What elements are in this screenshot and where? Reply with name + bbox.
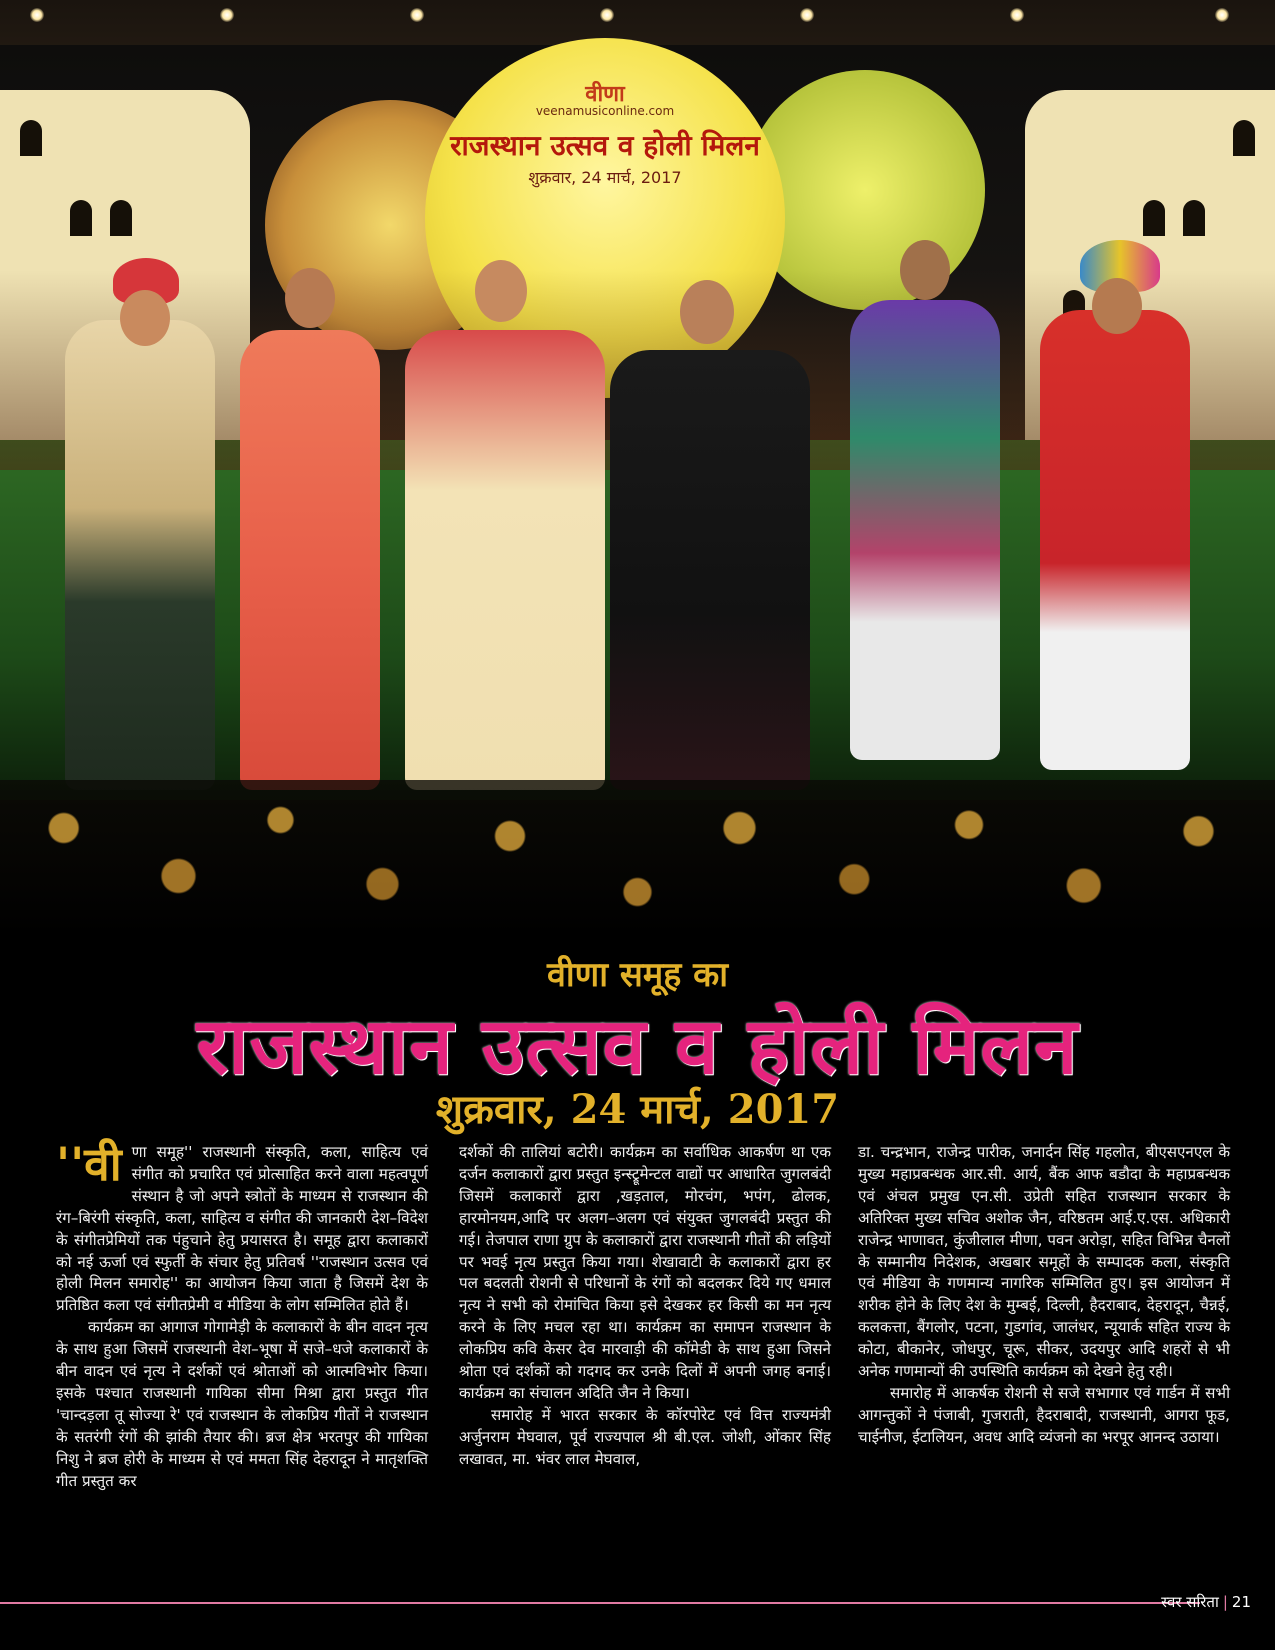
paragraph-text: णा समूह'' राजस्थानी संस्कृति, कला, साहित्य एवं संगीत को प्रचारित एवं प्रोत्साहित करने वाला महत्वपूर्ण संस्थान है जो अपने स्त्रोतों के माध्यम से राजस्थान की रंग–बिरंगी संस्कृति, कला, साहित्य व संगीत की जानकारी देश–विदेश के संगीतप्रेमियों तक पंहुचाने हेतु प्रयासरत है। समूह द्वारा कलाकारों को नई ऊर्जा एवं स्फुर्ती के संचार हेतु प्रतिवर्ष ''राजस्थान उत्सव एवं होली मिलन समारोह'' का आयोजन किया जाता है जिसमें देश के प्रतिष्ठित कला एवं संगीतप्रेमी व मीडिया के लोग सम्मिलित होते हैं। (56, 1143, 428, 1315)
page-number: 21 (1231, 1593, 1251, 1611)
performer-2 (240, 330, 380, 790)
article-headline: राजस्थान उत्सव व होली मिलन (196, 1002, 1079, 1092)
backdrop-date: शुक्रवार, 24 मार्च, 2017 (528, 168, 682, 187)
performer-4 (610, 350, 810, 790)
article-column-2 (459, 1142, 831, 1471)
page-footer (1161, 1592, 1251, 1612)
paragraph: डा. चन्द्रभान, राजेन्द्र पारीक, जनार्दन सिंह गहलोत, बीएसएनएल के मुख्य महाप्रबन्धक आर.सी. आर्य, बैंक आफ बडौदा के महाप्रबन्धक एवं अंचल प्रमुख एन.सी. उप्रेती सहित राजस्थान सरकार के अतिरिक्त मुख्य सचिव अशोक जैन, वरिष्ठतम आई.ए.एस. अधिकारी राजेन्द्र भाणावत, कुंजीलाल मीणा, पवन अरोड़ा, सहित विभिन्न चैनलों के सम्मानीय निदेशक, अखबार समूहों के सम्पादक कला, संस्कृति एवं मीडिया के गणमान्य नागरिक सम्मिलित हुए। इस आयोजन में शरीक होने के लिए देश के मुम्बई, दिल्ली, हैदराबाद, देहरादून, चैन्नई, कलकत्ता, बैंगलोर, पटना, गुडगांव, जालंधर, न्यूयार्क सहित राज्य के कोटा, बीकानेर, जोधपुर, चूरू, सीकर, उदयपुर आदि शहरों से भी अनेक गणमान्यों की उपस्थिति कार्यक्रम को देखने हेतु रही। (858, 1143, 1230, 1381)
backdrop-url: veenamusiconline.com (535, 104, 675, 118)
footer-rule (0, 1602, 1200, 1604)
paragraph: समारोह में भारत सरकार के कॉरपोरेट एवं वित्त राज्यमंत्री अर्जुनराम मेघवाल, पूर्व राज्यपाल श्री बी.एल. जोशी, ओंकार सिंह लखावत, मा. भंवर लाल मेघवाल, (459, 1405, 831, 1468)
performer-3 (405, 330, 605, 790)
performer-6 (1040, 310, 1190, 770)
performer-1 (65, 320, 215, 790)
paragraph (56, 1137, 428, 1317)
footer-separator: | (1222, 1593, 1228, 1611)
paragraph: कार्यक्रम का आगाज गोगामेड़ी के कलाकारों के बीन वादन नृत्य के साथ हुआ जिसमें राजस्थानी वेश–भूषा में सजे–धजे कलाकारों के बीन वादन एवं नृत्य ने दर्शकों एवं श्रोताओं को आत्मविभोर किया। इसके पश्चात राजस्थानी गायिका सीमा मिश्रा द्वारा प्रस्तुत गीत 'चान्दड़ला तू सोज्या रे' एवं राजस्थान के लोकप्रिय गीतों ने राजस्थान के सतरंगी रंगों की झांकी तैयार की। ब्रज क्षेत्र भरतपुर की गायिका निशु ने ब्रज होरी के माध्यम से एवं ममता सिंह देहरादून ने मातृशक्ति गीत प्रस्तुत कर (56, 1318, 428, 1490)
article-kicker: वीणा समूह का (546, 955, 729, 995)
magazine-name: स्वर सरिता (1161, 1593, 1219, 1611)
article-column-1 (56, 1137, 428, 1493)
article-column-3 (858, 1142, 1230, 1449)
paragraph: समारोह में आकर्षक रोशनी से सजे सभागार एवं गार्डन में सभी आगन्तुकों ने पंजाबी, गुजराती, हैदराबादी, राजस्थानी, आगरा फूड, चाईनीज, ईटालियन, अवध आदि व्यंजनो का भरपूर आनन्द उठाया। (858, 1383, 1230, 1446)
flower-decoration (0, 780, 1275, 935)
drop-cap: ''वी (56, 1137, 122, 1191)
performer-5 (850, 300, 1000, 760)
backdrop-logo: वीणा (585, 82, 625, 107)
backdrop-title: राजस्थान उत्सव व होली मिलन (450, 129, 760, 162)
article-dateline: शुक्रवार, 24 मार्च, 2017 (435, 1086, 840, 1133)
paragraph: दर्शकों की तालियां बटोरी। कार्यक्रम का सर्वाधिक आकर्षण था एक दर्जन कलाकारों द्वारा प्रस्तुत इन्स्ट्रूमेन्टल वाद्यों पर आधारित जुगलबंदी जिसमें कलाकारों द्वारा ,खड़ताल, मोरचंग, भपंग, ढोलक, हारमोनयम,आदि पर अलग–अलग एवं संयुक्त जुगलबंदी प्रस्तुत की गई। तेजपाल राणा ग्रुप के कलाकारों द्वारा राजस्थानी गीतों की लड़ियों पर भवई नृत्य प्रस्तुत किया गया। शेखावाटी के कलाकारों द्वारा हर पल बदलती रोशनी से परिधानों के रंगों को बदलकर दिये गए धमाल नृत्य ने सभी को रोमांचित किया इसे देखकर हर किसी का मन नृत्य करने के लिए मचल रहा था। कार्यक्रम का समापन राजस्थान के लोकप्रिय कवि केसर देव मारवाड़ी की कॉमेडी के साथ हुआ जिसने श्रोता एवं दर्शकों को गदगद कर उनके दिलों में अपनी जगह बनाई। कार्यक्रम का संचालन अदिति जैन ने किया। (459, 1143, 831, 1402)
